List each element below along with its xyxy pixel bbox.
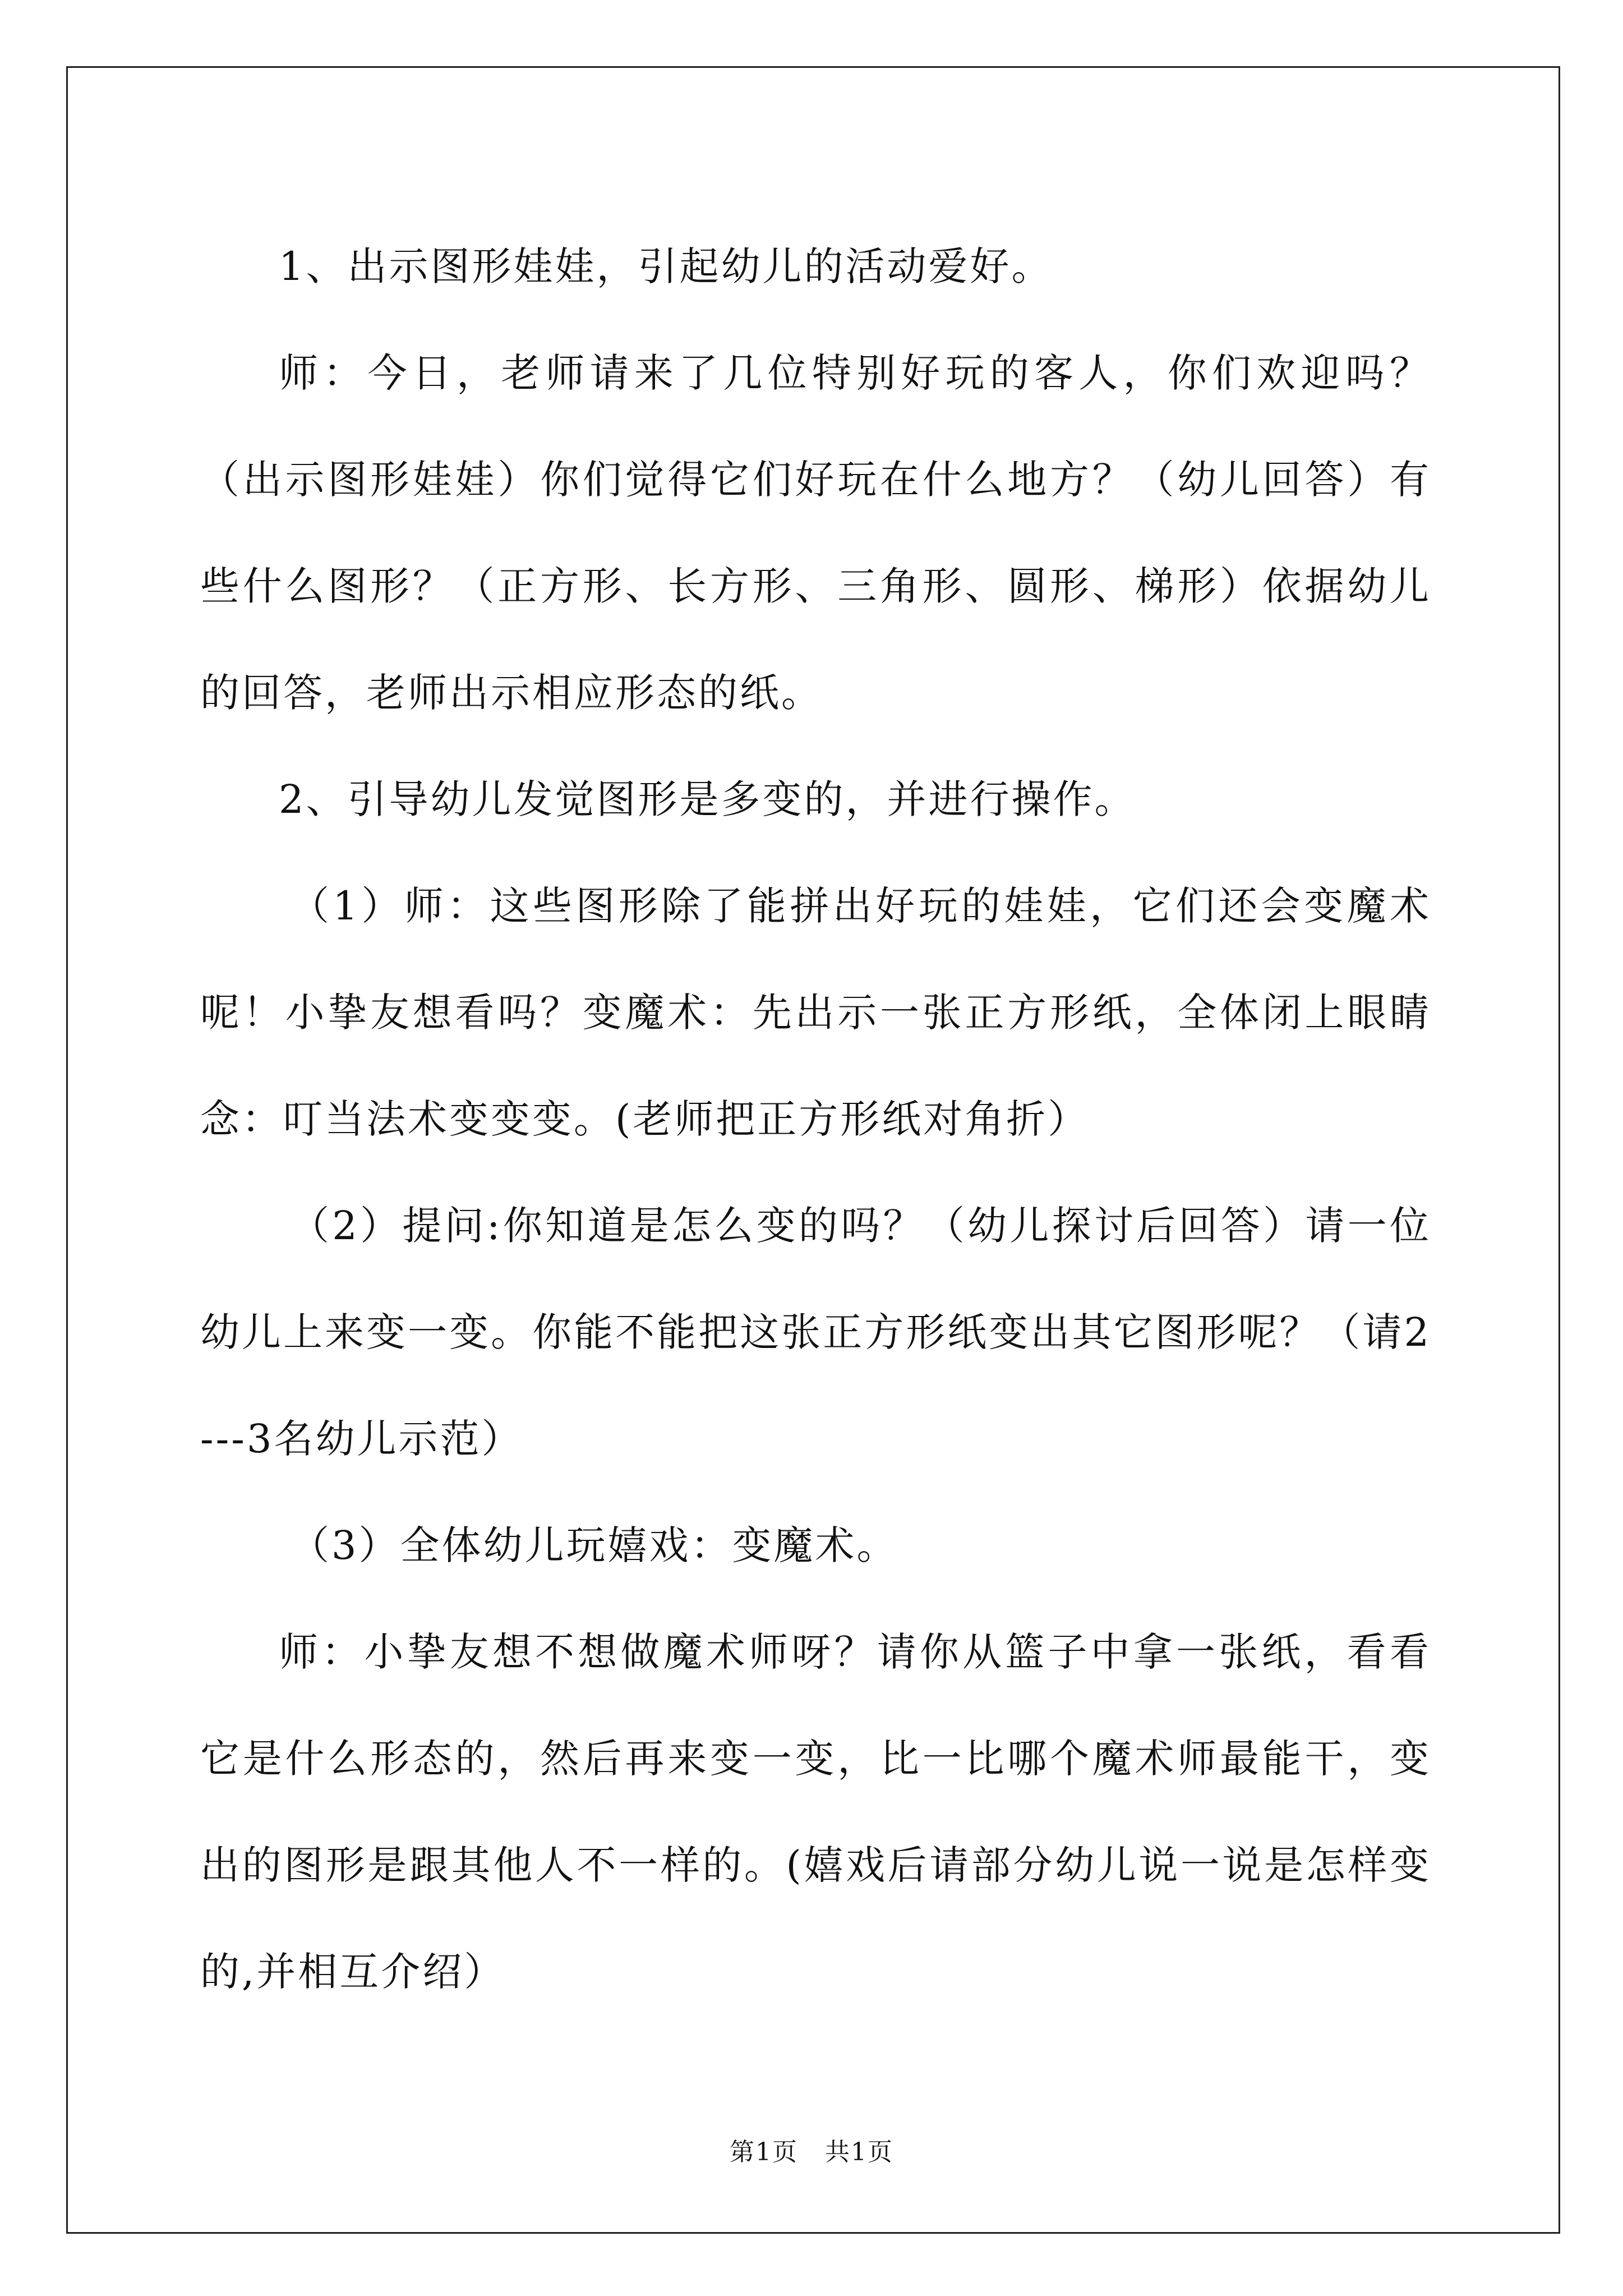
page-number: 第1页 (730, 2138, 799, 2166)
paragraph-1: 1、出示图形娃娃，引起幼儿的活动爱好。 (279, 243, 1053, 289)
document-body (200, 213, 1431, 2025)
paragraph-5: （2）提问:你知道是怎么变的吗？（幼儿探讨后回答）请一位幼儿上来变一变。你能不能把这张正方形纸变出其它图形呢？（请2---3名幼儿示范） (200, 1203, 1431, 1462)
paragraph-4: （1）师：这些图形除了能拼出好玩的娃娃，它们还会变魔术呢！小挚友想看吗？变魔术：先出示一张正方形纸，全体闭上眼睛念：叮当法术变变变。(老师把正方形纸对角折） (200, 883, 1431, 1142)
paragraph-3: 2、引导幼儿发觉图形是多变的，并进行操作。 (279, 776, 1136, 822)
paragraph-2: 师：今日，老师请来了几位特别好玩的客人，你们欢迎吗？（出示图形娃娃）你们觉得它们好玩在什么地方？（幼儿回答）有些什么图形？（正方形、长方形、三角形、圆形、梯形）依据幼儿的回答，老师出示相应形态的纸。 (200, 350, 1431, 716)
page-total: 共1页 (824, 2138, 893, 2166)
paragraph-7: 师：小挚友想不想做魔术师呀？请你从篮子中拿一张纸，看看它是什么形态的，然后再来变一变，比一比哪个魔术师最能干，变出的图形是跟其他人不一样的。(嬉戏后请部分幼儿说一说是怎样变的,并相互介绍） (200, 1629, 1431, 1995)
paragraph-6: （3）全体幼儿玩嬉戏：变魔术。 (290, 1522, 898, 1568)
page-footer (0, 2132, 1623, 2168)
